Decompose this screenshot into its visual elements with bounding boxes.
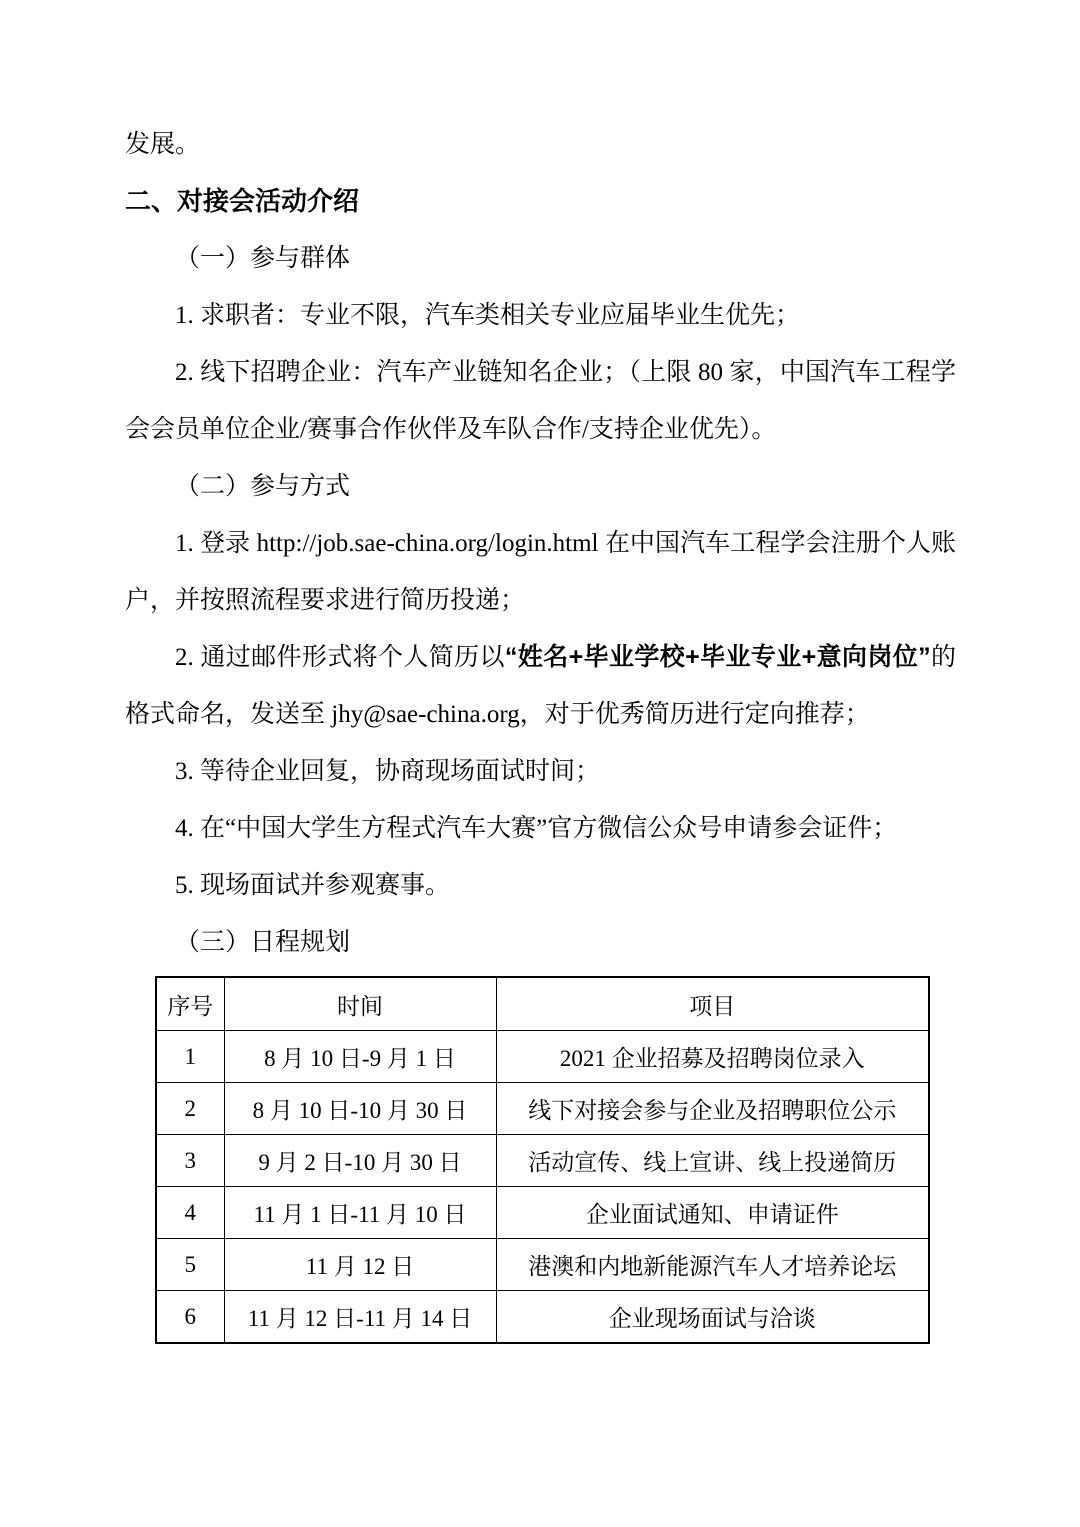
methods-item-2-prefix: 2. 通过邮件形式将个人简历以 [175,644,505,671]
section-heading: 二、对接会活动介绍 [125,186,360,216]
cell-time: 11 月 12 日-11 月 14 日 [224,1291,496,1344]
schedule-header-index: 序号 [156,977,224,1031]
table-row [156,1135,929,1187]
subsection-heading-participants: （一）参与群体 [175,245,351,272]
methods-item-2-bold-run: “姓名+毕业学校+毕业专业+意向岗位” [504,643,931,671]
cell-item: 港澳和内地新能源汽车人才培养论坛 [496,1239,929,1291]
table-row [156,1187,929,1239]
schedule-table [155,976,930,1344]
cell-index: 5 [156,1239,224,1291]
participants-item-1: 1. 求职者：专业不限，汽车类相关专业应届毕业生优先； [175,302,801,329]
schedule-header-row [156,977,929,1031]
methods-item-2-suffix: 的格式命名，发送至 jhy@sae-china.org，对于优秀简历进行定向推荐； [125,644,956,728]
cell-index: 3 [156,1135,224,1187]
subsection-heading-methods: （二）参与方式 [175,473,351,500]
subsection-heading-schedule: （三）日程规划 [175,928,351,956]
cell-time: 11 月 12 日 [224,1239,496,1291]
cell-item: 活动宣传、线上宣讲、线上投递简历 [496,1135,929,1187]
cell-item: 企业面试通知、申请证件 [496,1187,929,1239]
cell-time: 8 月 10 日-10 月 30 日 [224,1083,496,1135]
cell-item: 2021 企业招募及招聘岗位录入 [496,1031,929,1083]
table-row [156,1083,929,1135]
participants-item-2: 2. 线下招聘企业：汽车产业链知名企业；（上限 80 家，中国汽车工程学会会员单位企业/赛事合作伙伴及车队合作/支持企业优先）。 [125,359,956,443]
table-row [156,1239,929,1291]
table-row [156,1031,929,1083]
cell-time: 9 月 2 日-10 月 30 日 [224,1135,496,1187]
cell-index: 6 [156,1291,224,1344]
cell-item: 线下对接会参与企业及招聘职位公示 [496,1083,929,1135]
cell-item: 企业现场面试与洽谈 [496,1291,929,1344]
schedule-header-item: 项目 [496,977,929,1031]
methods-item-5: 5. 现场面试并参观赛事。 [175,872,451,899]
paragraph-continuation: 发展。 [125,131,201,158]
cell-time: 11 月 1 日-11 月 10 日 [224,1187,496,1239]
methods-item-1: 1. 登录 http://job.sae-china.org/login.html 在中国汽车工程学会注册个人账户，并按照流程要求进行简历投递； [125,530,956,614]
methods-item-2 [125,629,956,743]
methods-item-3: 3. 等待企业回复，协商现场面试时间； [175,758,601,785]
cell-index: 1 [156,1031,224,1083]
cell-index: 4 [156,1187,224,1239]
schedule-header-time: 时间 [224,977,496,1031]
cell-time: 8 月 10 日-9 月 1 日 [224,1031,496,1083]
methods-item-4: 4. 在“中国大学生方程式汽车大赛”官方微信公众号申请参会证件； [175,815,898,842]
table-row [156,1291,929,1344]
cell-index: 2 [156,1083,224,1135]
